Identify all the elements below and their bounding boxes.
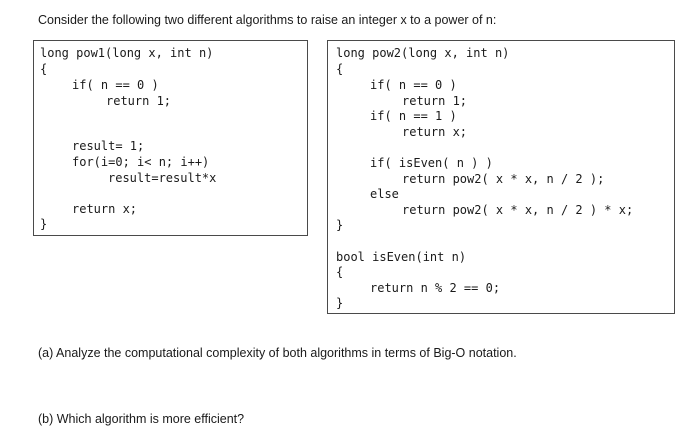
iseven-close-brace: } bbox=[336, 296, 344, 310]
question-a: (a) Analyze the computational complexity of both algorithms in terms of Big-O notation. bbox=[38, 346, 517, 360]
pow2-if-even: if( isEven( n ) ) bbox=[370, 156, 493, 170]
pow2-return-odd: return pow2( x * x, n / 2 ) * x; bbox=[402, 203, 634, 217]
pow2-if-one: if( n == 1 ) bbox=[370, 109, 457, 123]
pow2-return-one: return 1; bbox=[402, 94, 468, 108]
pow1-signature: long pow1(long x, int n) bbox=[40, 46, 214, 60]
pow1-code-box bbox=[33, 40, 308, 236]
pow2-if-zero: if( n == 0 ) bbox=[370, 78, 457, 92]
pow2-else: else bbox=[370, 187, 399, 201]
question-b: (b) Which algorithm is more efficient? bbox=[38, 412, 245, 426]
pow1-return-one: return 1; bbox=[106, 94, 172, 108]
pow2-open-brace: { bbox=[336, 62, 344, 76]
pow1-open-brace: { bbox=[40, 62, 48, 76]
pow1-if-zero: if( n == 0 ) bbox=[72, 78, 159, 92]
pow1-close-brace: } bbox=[40, 217, 48, 231]
pow1-result-init: result= 1; bbox=[72, 139, 145, 153]
iseven-open-brace: { bbox=[336, 265, 344, 279]
pow1-multiply: result=result*x bbox=[108, 171, 217, 185]
iseven-signature: bool isEven(int n) bbox=[336, 250, 467, 264]
pow2-close-brace: } bbox=[336, 218, 344, 232]
pow1-return-x: return x; bbox=[72, 202, 138, 216]
pow2-return-x: return x; bbox=[402, 125, 468, 139]
pow2-return-even: return pow2( x * x, n / 2 ); bbox=[402, 172, 605, 186]
pow1-for-loop: for(i=0; i< n; i++) bbox=[72, 155, 210, 169]
pow2-signature: long pow2(long x, int n) bbox=[336, 46, 510, 60]
iseven-return: return n % 2 == 0; bbox=[370, 281, 501, 295]
intro-text: Consider the following two different algorithms to raise an integer x to a power of n: bbox=[38, 13, 497, 27]
pow2-code-box bbox=[327, 40, 675, 314]
